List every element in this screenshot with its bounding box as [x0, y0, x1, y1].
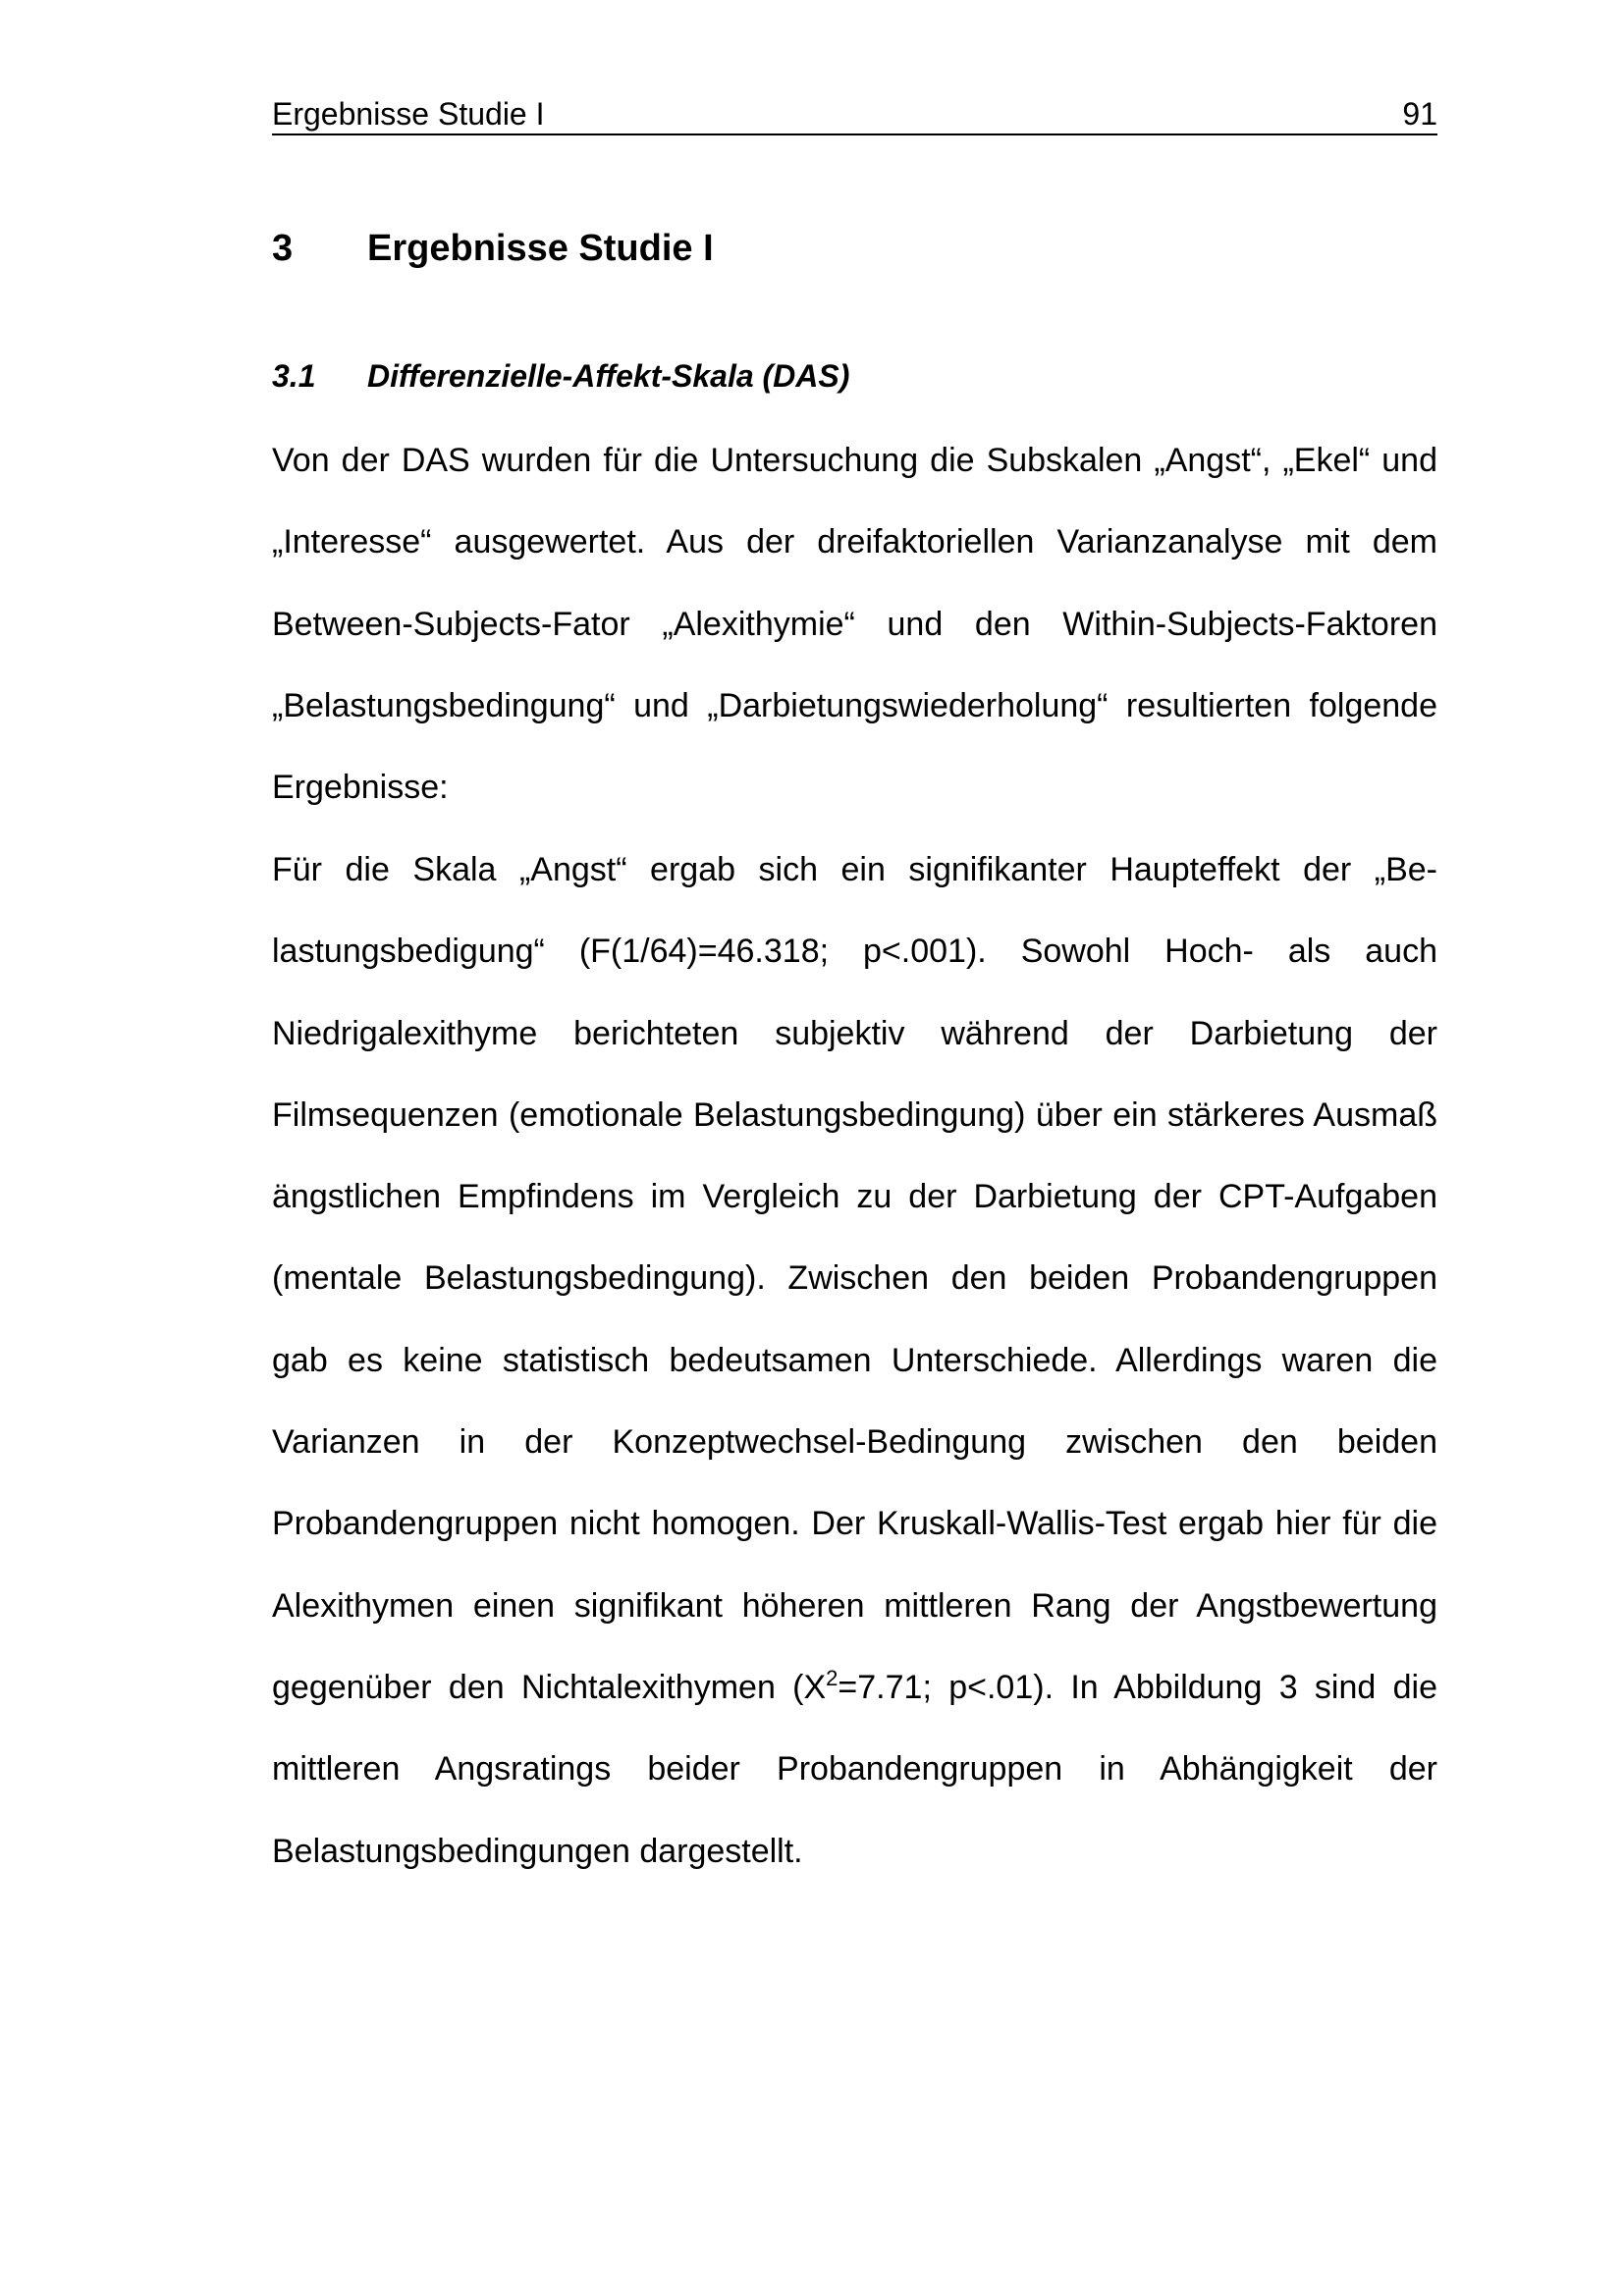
- section-heading: [272, 356, 849, 396]
- chapter-title: Ergebnisse Studie I: [367, 228, 714, 269]
- running-header-title: Ergebnisse Studie I: [272, 96, 545, 132]
- chapter-number: 3: [272, 228, 294, 269]
- section-number: 3.1: [272, 358, 316, 394]
- paragraph-2-text-b: =7.71; p<.01). In Abbildung 3 sind die mittleren Angsratings beider Probandengruppen in Abhängigkeit der Belastungsbedingungen dargestellt.: [272, 1668, 1437, 1870]
- running-header: [272, 94, 1437, 135]
- paragraph-2-text-a: Für die Skala „Angst“ ergab sich ein signifikanter Haupteffekt der „Belastungsbedigung“ (F(1/64)=46.318; p<.001). Sowohl Hoch- als auch Niedrigalexithyme berichteten subjektiv während der Darbietung der Filmsequenzen (emotionale Belastungsbedingung) über ein stärkeres Ausmaß ängstlichen Empfindens im Vergleich zu der Darbietung der CPT-Aufgaben (mentale Belastungsbedingung). Zwischen den beiden Probandengruppen gab es keine statistisch bedeutsamen Unterschiede. Allerdings waren die Varianzen in der Konzeptwechsel-Bedingung zwischen den beiden Probandengruppen nicht homogen. Der Kruskall-Wallis-Test ergab hier für die Alexithymen einen signifikant höheren mittleren Rang der Angstbewertung gegenüber den Nichtalexithymen (X: [272, 851, 1437, 1706]
- superscript-exponent: 2: [826, 1665, 839, 1690]
- section-title: Differenzielle-Affekt-Skala (DAS): [367, 358, 850, 394]
- paragraph-1: Von der DAS wurden für die Untersuchung die Subskalen „Angst“, „Ekel“ und „Interesse“ ausgewertet. Aus der dreifaktoriellen Varianzanalyse mit dem Between-Subjects-Fator „Alexithymie“ und den Within-Subjects-Faktoren „Belastungsbedingung“ und „Darbietungswiederholung“ resultierten folgende Ergebnisse:: [272, 442, 1437, 807]
- paragraph-2: [272, 829, 1437, 1893]
- chapter-heading: [272, 224, 714, 273]
- page-number: 91: [1402, 96, 1437, 132]
